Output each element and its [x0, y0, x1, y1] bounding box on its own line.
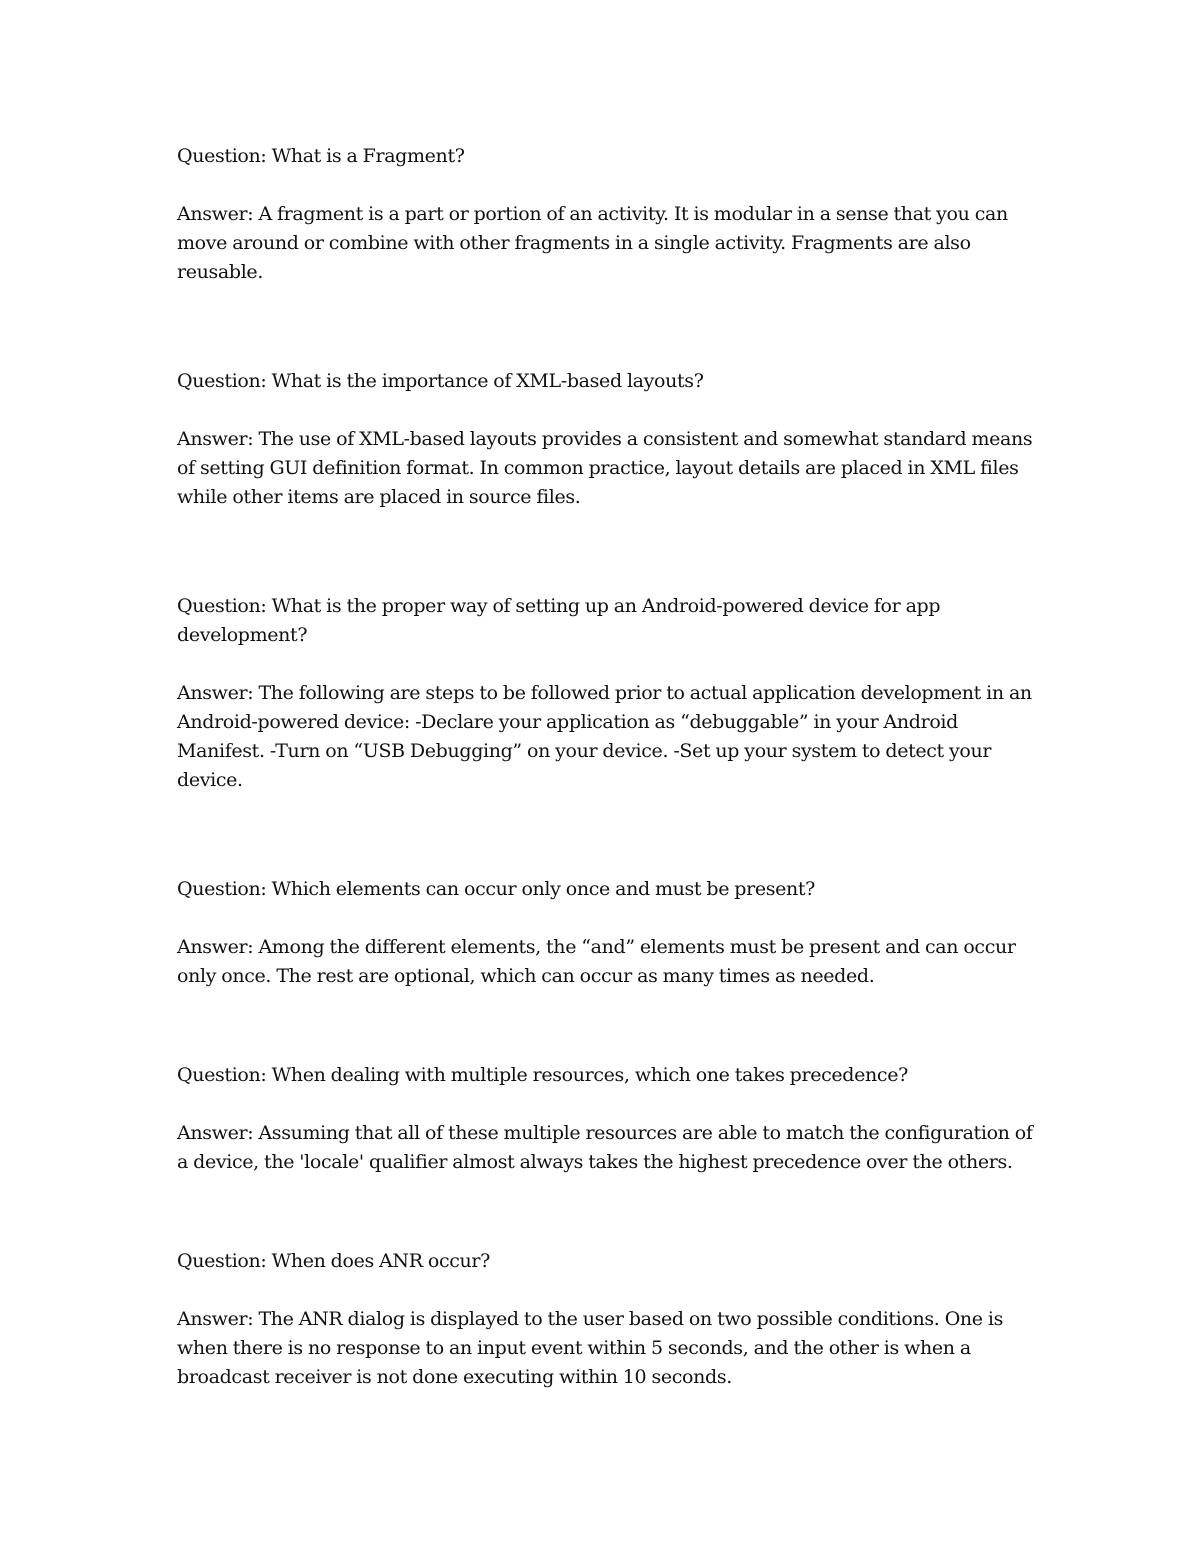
spacer	[177, 1177, 1037, 1247]
spacer	[177, 991, 1037, 1061]
answer-text: Answer: A fragment is a part or portion of an activity. It is modular in a sense that you can move around or combine with other fragments in a single activity. Fragments are also reusable.	[177, 203, 1008, 283]
question-text: Question: Which elements can occur only once and must be present?	[177, 878, 816, 900]
qa-block-xml-layouts	[177, 367, 1037, 512]
answer-text: Answer: Among the different elements, the “and” elements must be present and can occur only once. The rest are optional, which can occur as many times as needed.	[177, 936, 1016, 987]
question-text: Question: When does ANR occur?	[177, 1250, 490, 1272]
answer-text: Answer: The ANR dialog is displayed to the user based on two possible conditions. One is when there is no response to an input event within 5 seconds, and the other is when a broadcast receiver is not done executing within 10 seconds.	[177, 1308, 1004, 1388]
spacer	[177, 287, 1037, 367]
answer-text: Answer: The use of XML-based layouts provides a consistent and somewhat standard means of setting GUI definition format. In common practice, layout details are placed in XML files while other items are placed in source files.	[177, 428, 1033, 508]
qa-block-anr	[177, 1247, 1037, 1392]
spacer	[177, 512, 1037, 592]
qa-block-fragment	[177, 142, 1037, 287]
qa-block-device-setup	[177, 592, 1037, 795]
qa-block-elements	[177, 875, 1037, 991]
qa-block-resources	[177, 1061, 1037, 1177]
question-text: Question: When dealing with multiple resources, which one takes precedence?	[177, 1064, 908, 1086]
question-text: Question: What is a Fragment?	[177, 145, 465, 167]
spacer	[177, 795, 1037, 875]
answer-text: Answer: Assuming that all of these multiple resources are able to match the configuration of a device, the 'locale' qualifier almost always takes the highest precedence over the others.	[177, 1122, 1033, 1173]
question-text: Question: What is the importance of XML-based layouts?	[177, 370, 704, 392]
document-page	[177, 142, 1037, 1392]
answer-text: Answer: The following are steps to be followed prior to actual application development in an Android-powered device: -Declare your application as “debuggable” in your Android Manifest. -Turn on “USB Debugging” on your device. -Set up your system to detect your device.	[177, 682, 1032, 791]
question-text: Question: What is the proper way of setting up an Android-powered device for app development?	[177, 595, 941, 646]
